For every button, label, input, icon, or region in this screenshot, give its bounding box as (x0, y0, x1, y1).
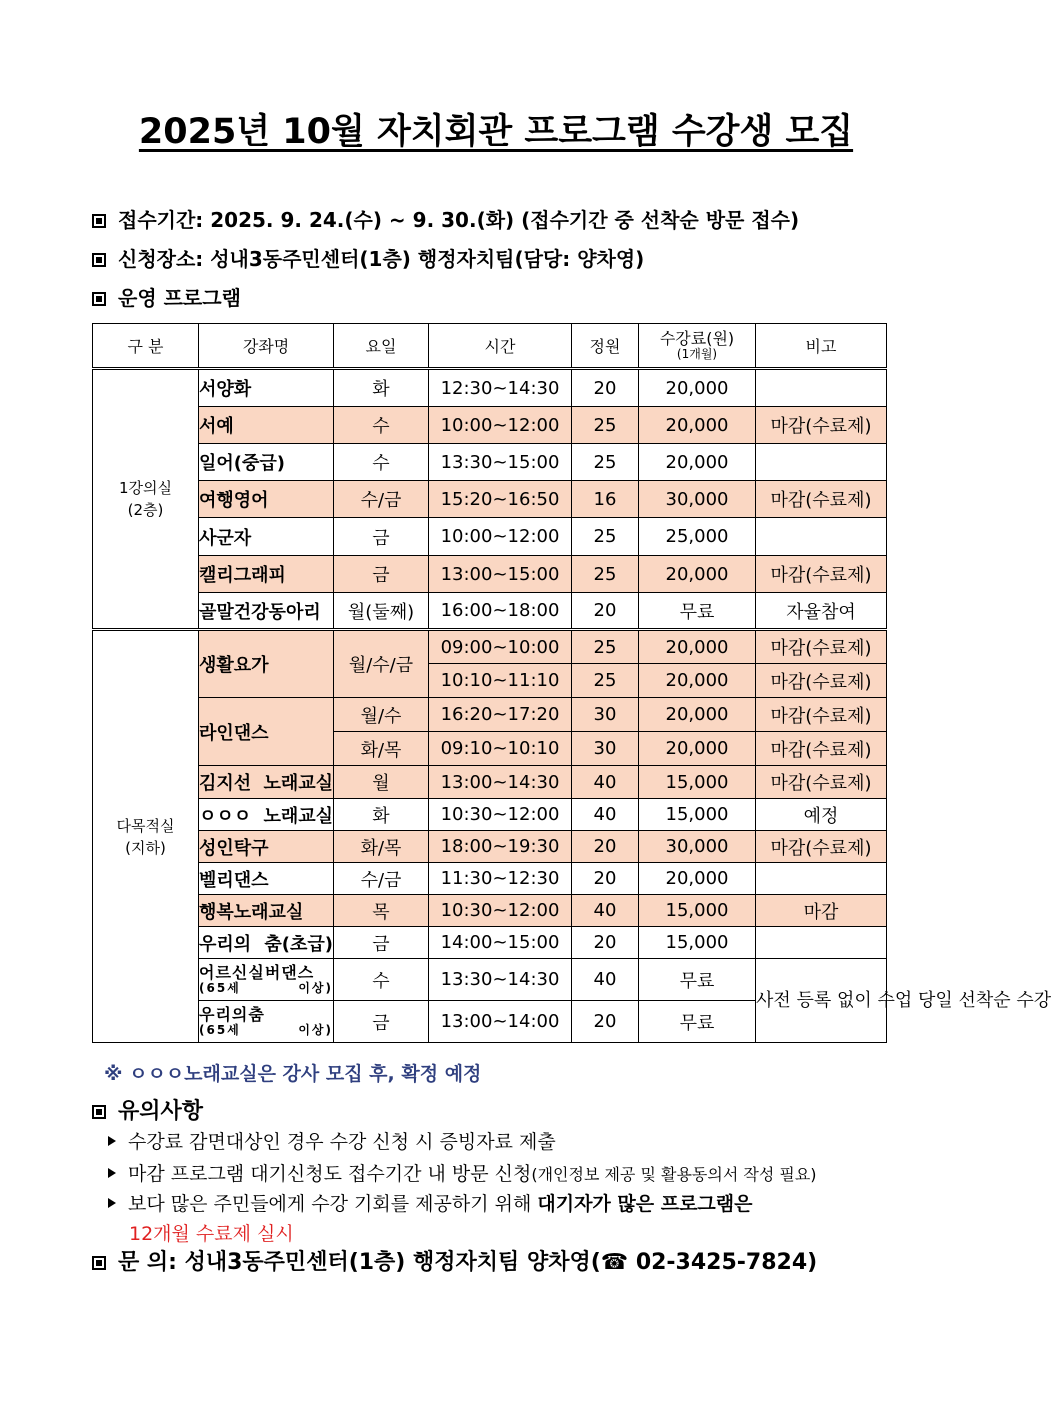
remark-cell: 자율참여 (756, 593, 887, 630)
day-cell: 수 (334, 444, 429, 481)
time-cell: 10:00~12:00 (429, 518, 572, 556)
remark-cell (756, 927, 887, 959)
capacity-cell: 20 (572, 863, 639, 895)
fee-cell: 20,000 (639, 369, 756, 407)
application-location-text: 신청장소: 성내3동주민센터(1층) 행정자치팀(담당: 양차영) (118, 247, 645, 271)
remark-cell: 마감 (756, 895, 887, 927)
table-row (93, 698, 887, 732)
remark-cell: 마감(수료제) (756, 698, 887, 732)
fee-cell: 20,000 (639, 863, 756, 895)
course-name: 우리의 춤(초급) (199, 927, 334, 959)
course-name (199, 1001, 334, 1043)
fee-cell: 무료 (639, 959, 756, 1001)
room-cell (93, 630, 199, 1043)
fee-cell: 20,000 (639, 630, 756, 664)
capacity-cell: 30 (572, 732, 639, 766)
fee-cell: 20,000 (639, 407, 756, 444)
room-name: 1강의실 (118, 479, 172, 497)
day-cell: 금 (334, 1001, 429, 1043)
application-location (92, 243, 644, 272)
fee-cell: 무료 (639, 593, 756, 630)
table-row (93, 766, 887, 799)
capacity-cell: 16 (572, 481, 639, 518)
fee-cell: 15,000 (639, 927, 756, 959)
capacity-cell: 25 (572, 407, 639, 444)
capacity-cell: 25 (572, 518, 639, 556)
capacity-cell: 25 (572, 630, 639, 664)
time-cell: 10:10~11:10 (429, 664, 572, 698)
table-row (93, 444, 887, 481)
course-name-sub: (65세 이상) (199, 1022, 333, 1037)
table-row (93, 799, 887, 831)
capacity-cell: 30 (572, 698, 639, 732)
room-cell (93, 369, 199, 630)
note-item (108, 1189, 752, 1216)
square-bullet-icon (92, 1256, 106, 1270)
table-row (93, 895, 887, 927)
capacity-cell: 40 (572, 895, 639, 927)
table-header-row (93, 324, 887, 369)
table-row (93, 407, 887, 444)
note-text: 수강료 감면대상인 경우 수강 신청 시 증빙자료 제출 (128, 1131, 556, 1153)
day-cell: 월/수 (334, 698, 429, 732)
table-row (93, 630, 887, 664)
course-name: 성인탁구 (199, 831, 334, 863)
note-text: 보다 많은 주민들에게 수강 기회를 제공하기 위해 (128, 1193, 538, 1215)
time-cell: 14:00~15:00 (429, 927, 572, 959)
course-name: 여행영어 (199, 481, 334, 518)
program-table (92, 323, 1051, 1043)
fee-cell: 20,000 (639, 732, 756, 766)
fee-cell: 30,000 (639, 481, 756, 518)
footnote: ※ ㅇㅇㅇ노래교실은 강사 모집 후, 확정 예정 (104, 1063, 482, 1085)
page-title-text: 2025년 10월 자치회관 프로그램 수강생 모집 (138, 112, 854, 152)
capacity-cell: 20 (572, 927, 639, 959)
table-row (93, 593, 887, 630)
remark-cell: 마감(수료제) (756, 481, 887, 518)
table-row (93, 556, 887, 593)
day-cell: 금 (334, 518, 429, 556)
course-name-main: 어르신실버댄스 (199, 962, 315, 982)
fee-cell: 30,000 (639, 831, 756, 863)
header-capacity: 정원 (572, 324, 639, 369)
day-cell: 수/금 (334, 863, 429, 895)
time-cell: 09:10~10:10 (429, 732, 572, 766)
fee-cell: 20,000 (639, 444, 756, 481)
fee-cell: 무료 (639, 1001, 756, 1043)
course-name: 행복노래교실 (199, 895, 334, 927)
course-name: 사군자 (199, 518, 334, 556)
room-floor: (2층) (127, 501, 164, 519)
notes-heading-text: 유의사항 (118, 1099, 204, 1124)
time-cell: 15:20~16:50 (429, 481, 572, 518)
capacity-cell: 40 (572, 799, 639, 831)
table-row (93, 863, 887, 895)
course-name: 캘리그래피 (199, 556, 334, 593)
reception-period (92, 204, 799, 233)
square-bullet-icon (92, 1105, 106, 1119)
remark-cell: 마감(수료제) (756, 732, 887, 766)
fee-cell: 20,000 (639, 556, 756, 593)
note-item (108, 1127, 556, 1154)
table-row (93, 518, 887, 556)
day-cell: 월/수/금 (334, 630, 429, 698)
capacity-cell: 40 (572, 766, 639, 799)
header-fee-unit: (1개월) (676, 347, 718, 361)
day-cell: 금 (334, 556, 429, 593)
square-bullet-icon (92, 214, 106, 228)
header-fee-label: 수강료(원) (659, 329, 735, 348)
course-name (199, 959, 334, 1001)
remark-cell (756, 518, 887, 556)
note-item (108, 1159, 817, 1186)
note-text: 마감 프로그램 대기신청도 접수기간 내 방문 신청 (128, 1163, 532, 1185)
capacity-cell: 25 (572, 664, 639, 698)
header-fee (639, 324, 756, 369)
time-cell: 13:00~14:00 (429, 1001, 572, 1043)
course-name: 김지선 노래교실 (199, 766, 334, 799)
time-cell: 18:00~19:30 (429, 831, 572, 863)
remark-cell (756, 444, 887, 481)
course-name-main: 우리의춤 (199, 1004, 265, 1024)
fee-cell: 15,000 (639, 799, 756, 831)
reception-period-text: 접수기간: 2025. 9. 24.(수) ~ 9. 30.(화) (접수기간 중 선착순 방문 접수) (118, 208, 800, 232)
remark-cell: 마감(수료제) (756, 407, 887, 444)
header-category: 구 분 (93, 324, 199, 369)
time-cell: 16:00~18:00 (429, 593, 572, 630)
time-cell: 13:00~14:30 (429, 766, 572, 799)
fee-cell: 15,000 (639, 766, 756, 799)
capacity-cell: 25 (572, 556, 639, 593)
day-cell: 금 (334, 927, 429, 959)
header-remark: 비고 (756, 324, 887, 369)
day-cell: 화 (334, 369, 429, 407)
capacity-cell: 20 (572, 593, 639, 630)
day-cell: 화/목 (334, 732, 429, 766)
time-cell: 10:30~12:00 (429, 895, 572, 927)
table-row (93, 831, 887, 863)
day-cell: 수 (334, 959, 429, 1001)
time-cell: 10:00~12:00 (429, 407, 572, 444)
triangle-bullet-icon (108, 1198, 116, 1208)
day-cell: 목 (334, 895, 429, 927)
table-row (93, 481, 887, 518)
table-row (93, 369, 887, 407)
square-bullet-icon (92, 292, 106, 306)
course-name: 라인댄스 (199, 698, 334, 766)
remark-cell: 마감(수료제) (756, 556, 887, 593)
room-floor: (지하) (125, 838, 166, 857)
note-text-red: 12개월 수료제 실시 (129, 1223, 294, 1245)
day-cell: 수 (334, 407, 429, 444)
time-cell: 10:30~12:00 (429, 799, 572, 831)
day-cell: 화/목 (334, 831, 429, 863)
course-name: 서예 (199, 407, 334, 444)
triangle-bullet-icon (108, 1136, 116, 1146)
capacity-cell: 25 (572, 444, 639, 481)
day-cell: 화 (334, 799, 429, 831)
course-name: 일어(중급) (199, 444, 334, 481)
note-text-small: (개인정보 제공 및 활용동의서 작성 필요) (531, 1165, 817, 1184)
note-text-bold: 대기자가 많은 프로그램은 (537, 1193, 753, 1215)
remark-cell: 마감(수료제) (756, 664, 887, 698)
course-name: ㅇㅇㅇ 노래교실 (199, 799, 334, 831)
remark-cell (756, 863, 887, 895)
contact-text: 문 의: 성내3동주민센터(1층) 행정자치팀 양차영(☎ 02-3425-7824) (118, 1250, 818, 1275)
time-cell: 13:00~15:00 (429, 556, 572, 593)
remark-cell: 마감(수료제) (756, 766, 887, 799)
notes-heading (92, 1094, 203, 1125)
fee-cell: 20,000 (639, 698, 756, 732)
square-bullet-icon (92, 253, 106, 267)
programs-heading (92, 282, 241, 311)
course-name: 벨리댄스 (199, 863, 334, 895)
fee-cell: 25,000 (639, 518, 756, 556)
day-cell: 수/금 (334, 481, 429, 518)
time-cell: 11:30~12:30 (429, 863, 572, 895)
contact (92, 1245, 817, 1276)
course-name: 생활요가 (199, 630, 334, 698)
table-row (93, 959, 887, 1001)
time-cell: 12:30~14:30 (429, 369, 572, 407)
remark-cell: 예정 (756, 799, 887, 831)
day-cell: 월 (334, 766, 429, 799)
time-cell: 13:30~15:00 (429, 444, 572, 481)
course-name-sub: (65세 이상) (199, 980, 333, 995)
remark-cell: 마감(수료제) (756, 630, 887, 664)
triangle-bullet-icon (108, 1168, 116, 1178)
page-title (0, 104, 992, 154)
room-name: 다목적실 (116, 816, 175, 835)
time-cell: 16:20~17:20 (429, 698, 572, 732)
header-day: 요일 (334, 324, 429, 369)
capacity-cell: 20 (572, 831, 639, 863)
time-cell: 09:00~10:00 (429, 630, 572, 664)
header-course: 강좌명 (199, 324, 334, 369)
course-name: 골말건강동아리 (199, 593, 334, 630)
course-name: 서양화 (199, 369, 334, 407)
remark-cell (756, 369, 887, 407)
capacity-cell: 20 (572, 1001, 639, 1043)
fee-cell: 15,000 (639, 895, 756, 927)
header-time: 시간 (429, 324, 572, 369)
fee-cell: 20,000 (639, 664, 756, 698)
capacity-cell: 40 (572, 959, 639, 1001)
day-cell: 월(둘째) (334, 593, 429, 630)
remark-cell: 마감(수료제) (756, 831, 887, 863)
programs-heading-text: 운영 프로그램 (118, 286, 241, 310)
time-cell: 13:30~14:30 (429, 959, 572, 1001)
remark-cell: 사전 등록 없이 수업 당일 선착순 수강 (756, 959, 887, 1043)
table-row (93, 927, 887, 959)
capacity-cell: 20 (572, 369, 639, 407)
